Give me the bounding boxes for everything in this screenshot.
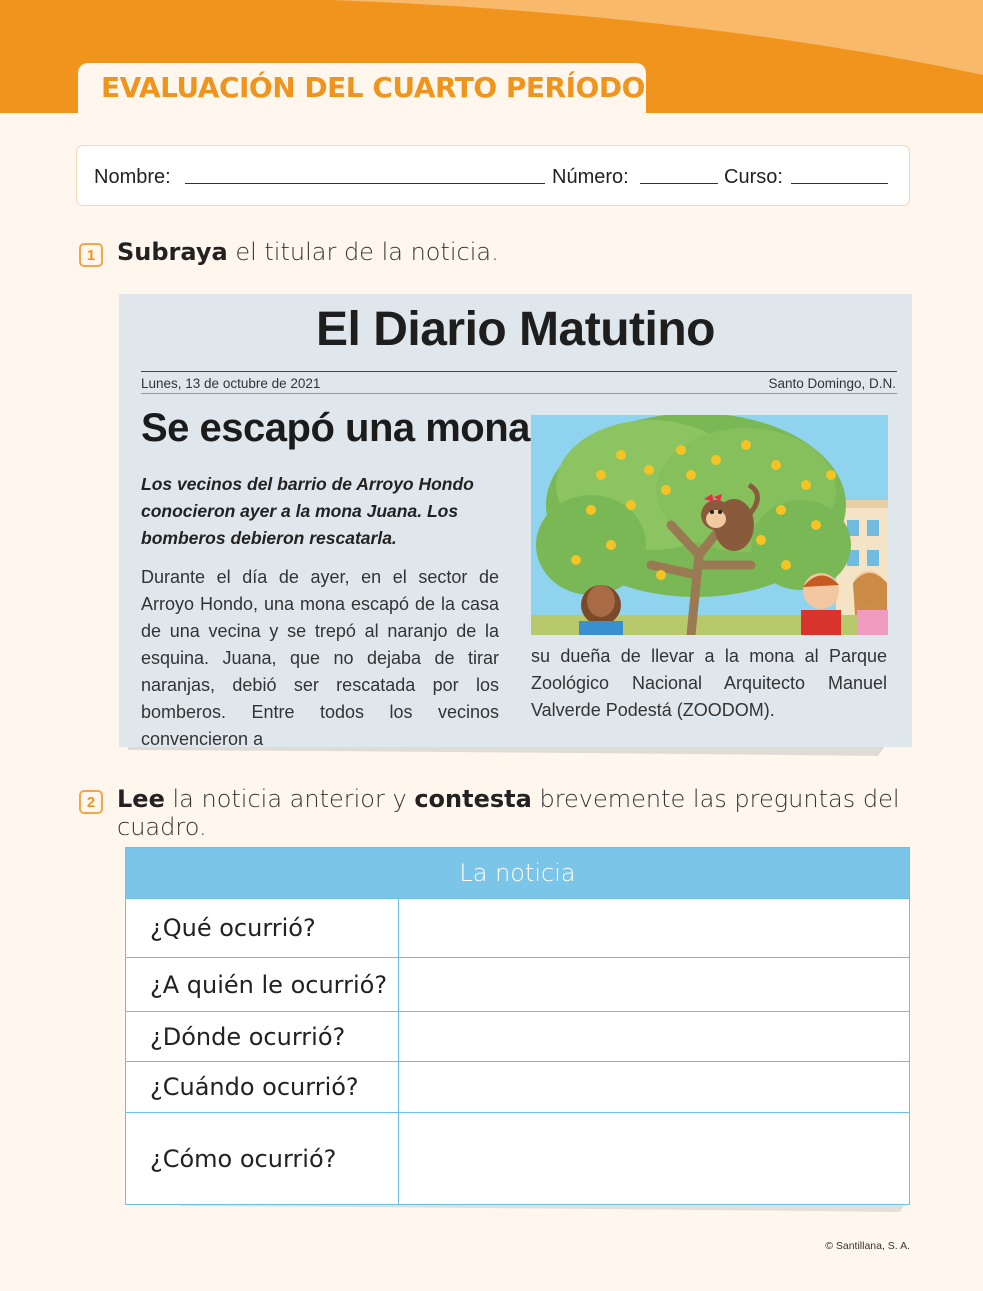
question-2-verb-read: Lee (117, 785, 165, 813)
monkey-tree-illustration (531, 415, 888, 635)
course-field[interactable] (791, 183, 888, 184)
student-info-box (76, 145, 910, 206)
masthead-rule-top (141, 371, 897, 372)
news-body-left: Durante el día de ayer, en el sector de Arroyo Hondo, una mona escapó de la casa de una vecina y se trepó al naranjo de la esquina. Juana, que no dejaba de tirar naranjas, debió ser rescatada por los bomberos. Entre todos los vecinos convencieron a (141, 567, 499, 749)
question-cell: ¿Cuándo ocurrió? (126, 1062, 399, 1112)
question-2-mid: la noticia anterior y (164, 785, 415, 813)
newspaper-masthead: El Diario Matutino (316, 303, 715, 356)
name-field[interactable] (185, 183, 545, 184)
question-2-text (117, 785, 983, 841)
answer-cell[interactable] (399, 1113, 909, 1205)
table-row (126, 1112, 909, 1205)
question-cell: ¿A quién le ocurrió? (126, 958, 399, 1011)
news-body-right: su dueña de llevar a la mona al Parque Zoológico Nacional Arquitecto Manuel Valverde Podestá (ZOODOM). (531, 646, 887, 720)
name-label: Nombre: (94, 166, 171, 188)
question-2-rest: brevemente las preguntas del cuadro. (117, 785, 900, 841)
news-headline[interactable]: Se escapó una mona (141, 406, 530, 450)
question-1-number: 1 (79, 243, 103, 267)
answer-cell[interactable] (399, 958, 909, 1011)
table-row (126, 957, 909, 1011)
newspaper-date: Lunes, 13 de octubre de 2021 (141, 376, 321, 391)
answer-cell[interactable] (399, 1012, 909, 1061)
table-row (126, 1061, 909, 1112)
question-2-number: 2 (79, 790, 103, 814)
table-row (126, 898, 909, 957)
question-2-verb-answer: contesta (414, 785, 532, 813)
news-questions-table (125, 847, 910, 1205)
page-title: EVALUACIÓN DEL CUARTO PERÍODO (101, 71, 645, 104)
newspaper-place: Santo Domingo, D.N. (768, 376, 896, 391)
question-1-text (117, 238, 499, 266)
newspaper-clipping (119, 294, 912, 747)
masthead-rule-bottom (141, 393, 897, 394)
news-lead: Los vecinos del barrio de Arroyo Hondo conocieron ayer a la mona Juana. Los bomberos debieron rescatarla. (141, 474, 474, 548)
copyright-notice: © Santillana, S. A. (825, 1240, 910, 1252)
question-1-verb: Subraya (117, 238, 228, 266)
question-1-rest: el titular de la noticia. (227, 238, 499, 266)
course-label: Curso: (724, 166, 783, 188)
question-cell: ¿Dónde ocurrió? (126, 1012, 399, 1061)
number-field[interactable] (640, 183, 718, 184)
number-label: Número: (552, 166, 629, 188)
question-cell: ¿Qué ocurrió? (126, 899, 399, 957)
answer-cell[interactable] (399, 899, 909, 957)
table-row (126, 1011, 909, 1061)
answer-cell[interactable] (399, 1062, 909, 1112)
question-cell: ¿Cómo ocurrió? (126, 1113, 399, 1205)
table-header: La noticia (126, 848, 909, 898)
